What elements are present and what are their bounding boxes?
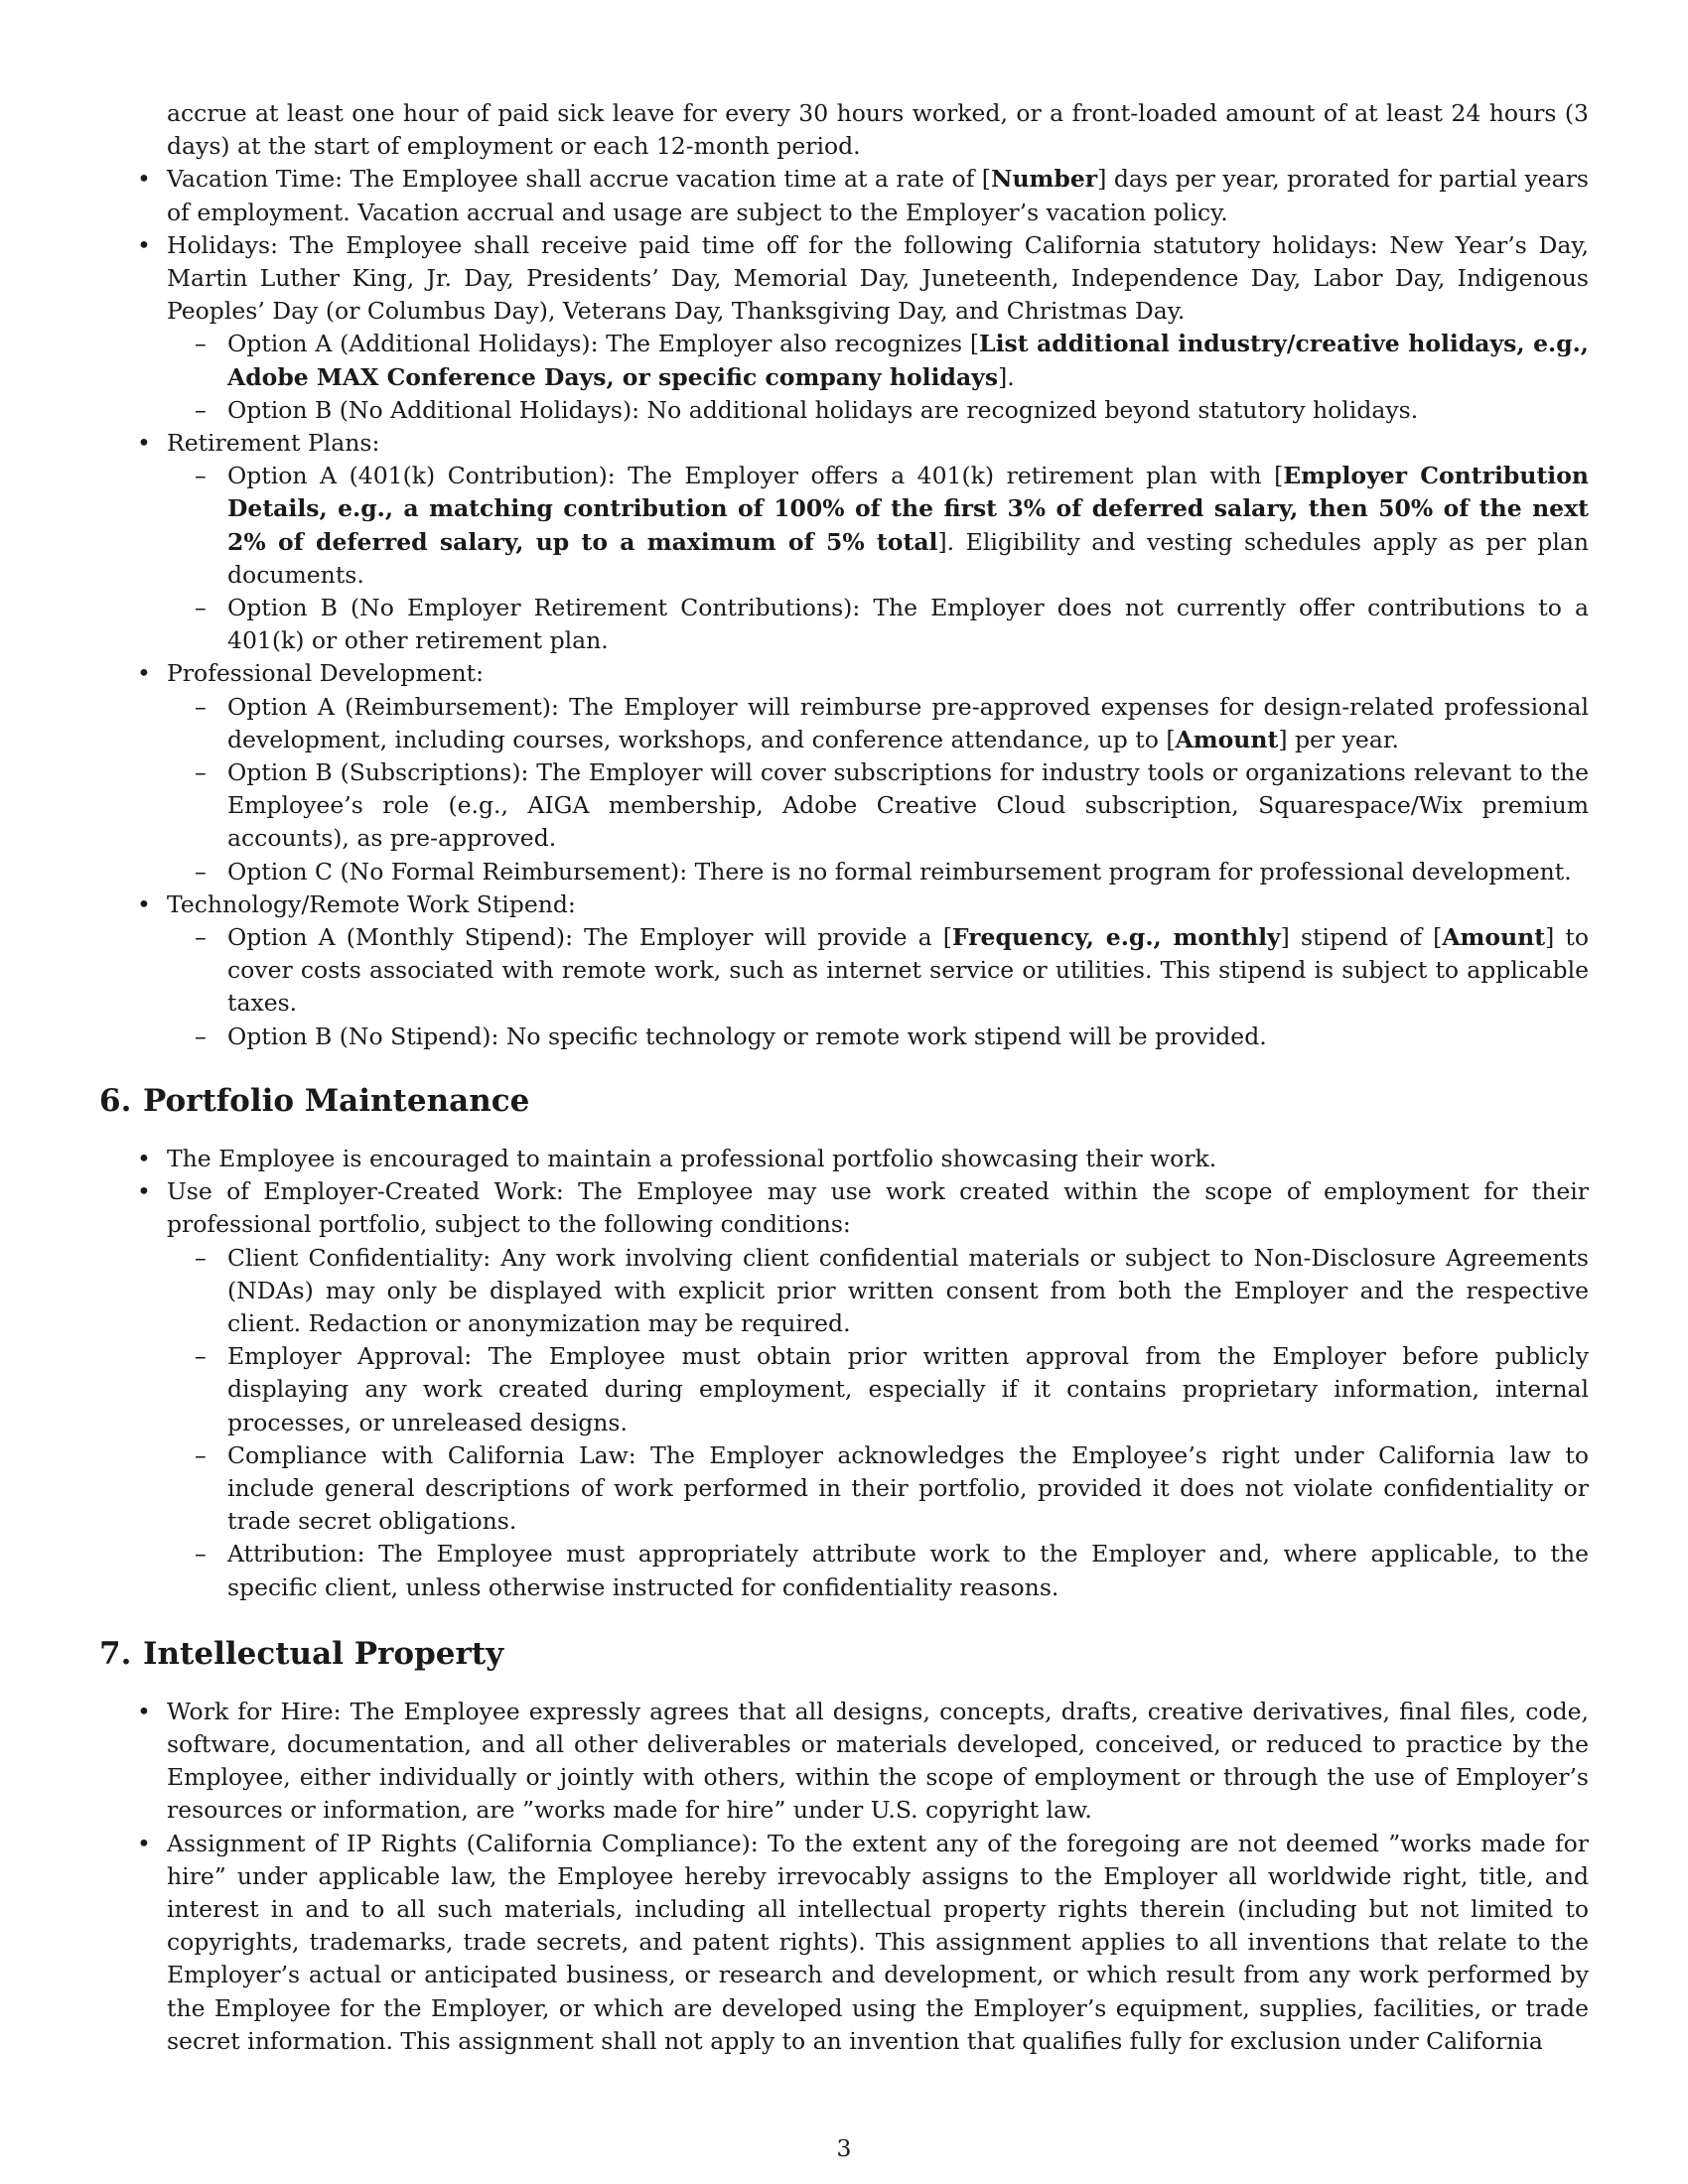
portfolio-sub-confidentiality: – Client Confidentiality: Any work involving client confidential materials or subject to Non-Disclosure Agreements (NDAs) may only be displayed with explicit prior written consent from both the Employer and the respective client. Redaction or anonymization may be required. — [99, 1242, 1589, 1341]
list-item-vacation: • Vacation Time: The Employee shall accrue vacation time at a rate of [Number] days per year, prorated for partial years of employment. Vacation accrual and usage are subject to the Employer’s vacation policy. — [99, 163, 1589, 228]
sick-leave-continuation: accrue at least one hour of paid sick leave for every 30 hours worked, or a front-loaded amount of at least 24 hours (3 days) at the start of employment or each 12-month period. — [167, 99, 1589, 161]
list-item-holidays: • Holidays: The Employee shall receive paid time off for the following California statutory holidays: New Year’s Day, Martin Luther King, Jr. Day, Presidents’ Day, Memorial Day, Juneteenth, Independence Day, Labor Day, Indigenous Peoples’ Day (or Columbus Day), Veterans Day, Thanksgiving Day, and Christmas Day. — [99, 229, 1589, 329]
portfolio-list — [99, 1143, 1589, 1604]
portfolio-item-encouraged: • The Employee is encouraged to maintain a professional portfolio showcasing their work. — [99, 1143, 1589, 1175]
section-6-number: 6. — [99, 1082, 132, 1119]
page-number: 3 — [836, 2134, 852, 2162]
section-7-heading — [99, 1634, 1589, 1674]
tech-stipend-option-b: – Option B (No Stipend): No specific technology or remote work stipend will be provided. — [99, 1021, 1589, 1053]
ip-item-work-for-hire: • Work for Hire: The Employee expressly agrees that all designs, concepts, drafts, creative derivatives, final files, code, software, documentation, and all other deliverables or materials developed, conceived, or reduced to practice by the Employee, either individually or jointly with others, within the scope of employment or through the use of Employer’s resources or information, are ”works made for hire” under U.S. copyright law. — [99, 1696, 1589, 1828]
holidays-option-a: – Option A (Additional Holidays): The Employer also recognizes [List additional industry/creative holidays, e.g., Adobe MAX Conference Days, or specific company holidays]. — [99, 328, 1589, 393]
tech-stipend-option-a: – Option A (Monthly Stipend): The Employer will provide a [Frequency, e.g., monthly] stipend of [Amount] to cover costs associated with remote work, such as internet service or utilities. This stipend is subject to applicable taxes. — [99, 921, 1589, 1021]
portfolio-sub-compliance: – Compliance with California Law: The Employer acknowledges the Employee’s right under California law to include general descriptions of work performed in their portfolio, provided it does not violate confidentiality or trade secret obligations. — [99, 1439, 1589, 1539]
prof-dev-option-c: – Option C (No Formal Reimbursement): There is no formal reimbursement program for professional development. — [99, 856, 1589, 888]
portfolio-sub-attribution: – Attribution: The Employee must appropriately attribute work to the Employer and, where applicable, to the specific client, unless otherwise instructed for confidentiality reasons. — [99, 1538, 1589, 1603]
benefits-list — [99, 163, 1589, 1052]
prof-dev-option-b: – Option B (Subscriptions): The Employer will cover subscriptions for industry tools or organizations relevant to the Employee’s role (e.g., AIGA membership, Adobe Creative Cloud subscription, Squarespace/Wix premium accounts), as pre-approved. — [99, 756, 1589, 856]
ip-list — [99, 1696, 1589, 2058]
ip-item-assignment: • Assignment of IP Rights (California Compliance): To the extent any of the foregoing are not deemed ”works made for hire” under applicable law, the Employee hereby irrevocably assigns to the Employer all worldwide right, title, and interest in and to all such materials, including all intellectual property rights therein (including but not limited to copyrights, trademarks, trade secrets, and patent rights). This assignment applies to all inventions that relate to the Employer’s actual or anticipated business, or research and development, or which result from any work performed by the Employee for the Employer, or which are developed using the Employer’s equipment, supplies, facilities, or trade secret information. This assignment shall not apply to an invention that qualifies fully for exclusion under California — [99, 1828, 1589, 2058]
holidays-option-b: – Option B (No Additional Holidays): No additional holidays are recognized beyond statutory holidays. — [99, 394, 1589, 427]
list-item-tech-stipend: • Technology/Remote Work Stipend: — [99, 888, 1589, 921]
list-item-professional-development: • Professional Development: — [99, 657, 1589, 690]
section-7-title: Intellectual Property — [143, 1635, 504, 1672]
portfolio-item-employer-work: • Use of Employer-Created Work: The Employee may use work created within the scope of employment for their professional portfolio, subject to the following conditions: — [99, 1175, 1589, 1241]
section-6-title: Portfolio Maintenance — [143, 1082, 530, 1119]
retirement-option-b: – Option B (No Employer Retirement Contributions): The Employer does not currently offer contributions to a 401(k) or other retirement plan. — [99, 592, 1589, 657]
section-7-number: 7. — [99, 1635, 132, 1672]
retirement-option-a: – Option A (401(k) Contribution): The Employer offers a 401(k) retirement plan with [Employer Contribution Details, e.g., a matching contribution of 100% of the first 3% of deferred salary, then 50% of the next 2% of deferred salary, up to a maximum of 5% total]. Eligibility and vesting schedules apply as per plan documents. — [99, 460, 1589, 592]
list-item-retirement: • Retirement Plans: — [99, 427, 1589, 460]
prof-dev-option-a: – Option A (Reimbursement): The Employer will reimburse pre-approved expenses for design-related professional development, including courses, workshops, and conference attendance, up to [Amount] per year. — [99, 691, 1589, 756]
portfolio-sub-approval: – Employer Approval: The Employee must obtain prior written approval from the Employer before publicly displaying any work created during employment, especially if it contains proprietary information, internal processes, or unreleased designs. — [99, 1340, 1589, 1439]
section-6-heading — [99, 1081, 1589, 1121]
document-page — [99, 97, 1589, 2058]
